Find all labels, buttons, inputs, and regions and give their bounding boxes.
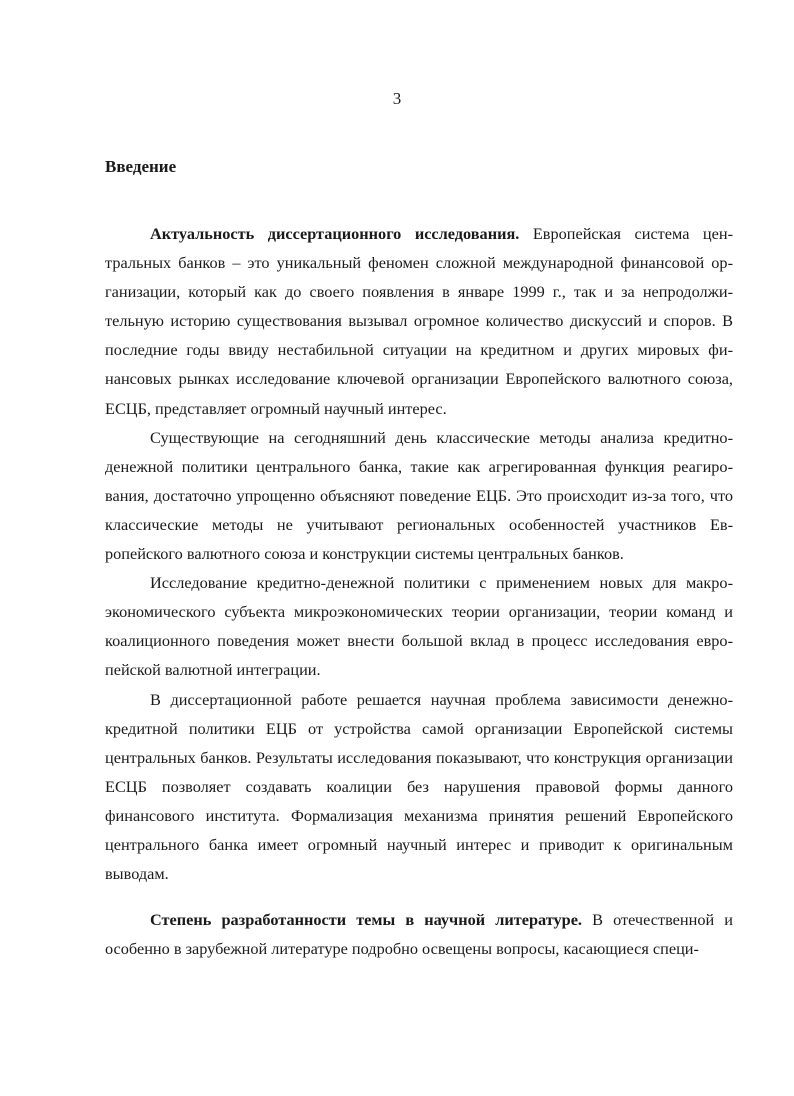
paragraph-lead: Актуальность диссертационного исследования.: [150, 224, 520, 243]
introduction-body: [105, 219, 733, 888]
paragraph-classical-methods: [105, 423, 733, 568]
paragraph-research-approach: [105, 568, 733, 684]
paragraph-text: Существующие на сегодняшний день классические методы анализа кредитно-денежной политики центрального банка, такие как агрегированная функция реагирования, достаточно упрощенно объясняют поведение ЕЦБ. Это происходит из-за того, что классические методы не учитывают региональных особенностей участников Европейского валютного союза и конструкции системы центральных банков.: [105, 427, 733, 564]
paragraph-relevance: [105, 219, 733, 423]
paragraph-lead: Степень разработанности темы в научной литературе.: [150, 910, 583, 929]
paragraph-text: Европейская система центральных банков – это уникальный феномен сложной международной финансовой организации, который как до своего появления в январе 1999 г., так и за непродолжительную историю существования вызывал огромное количество дискуссий и споров. В последние годы ввиду нестабильной ситуации на кредитном и других мировых финансовых рынках исследование ключевой организации Европейского валютного союза, ЕСЦБ, представляет огромный научный интерес.: [105, 224, 733, 418]
paragraph-text: В диссертационной работе решается научная проблема зависимости денежно-кредитной политики ЕЦБ от устройства самой организации Европейской системы центральных банков. Результаты исследования показывают, что конструкция организации ЕСЦБ позволяет создавать коалиции без нарушения правовой формы данного финансового института. Формализация механизма принятия решений Европейского центрального банка имеет огромный научный интерес и приводит к оригинальным выводам.: [105, 689, 733, 884]
paragraph-scientific-problem: [105, 685, 733, 889]
literature-review-start: [105, 905, 733, 963]
paragraph-text: В отечественной и особенно в зарубежной литературе подробно освещены вопросы, касающиеся специ-: [105, 910, 734, 959]
section-title: Введение: [105, 157, 177, 176]
paragraph-text: Исследование кредитно-денежной политики с применением новых для макроэкономического субъекта микроэкономических теории организации, теории команд и коалиционного поведения может внести большой вклад в процесс исследования европейской валютной интеграции.: [105, 573, 733, 680]
page-number: 3: [392, 89, 402, 108]
paragraph-literature: [105, 905, 733, 963]
